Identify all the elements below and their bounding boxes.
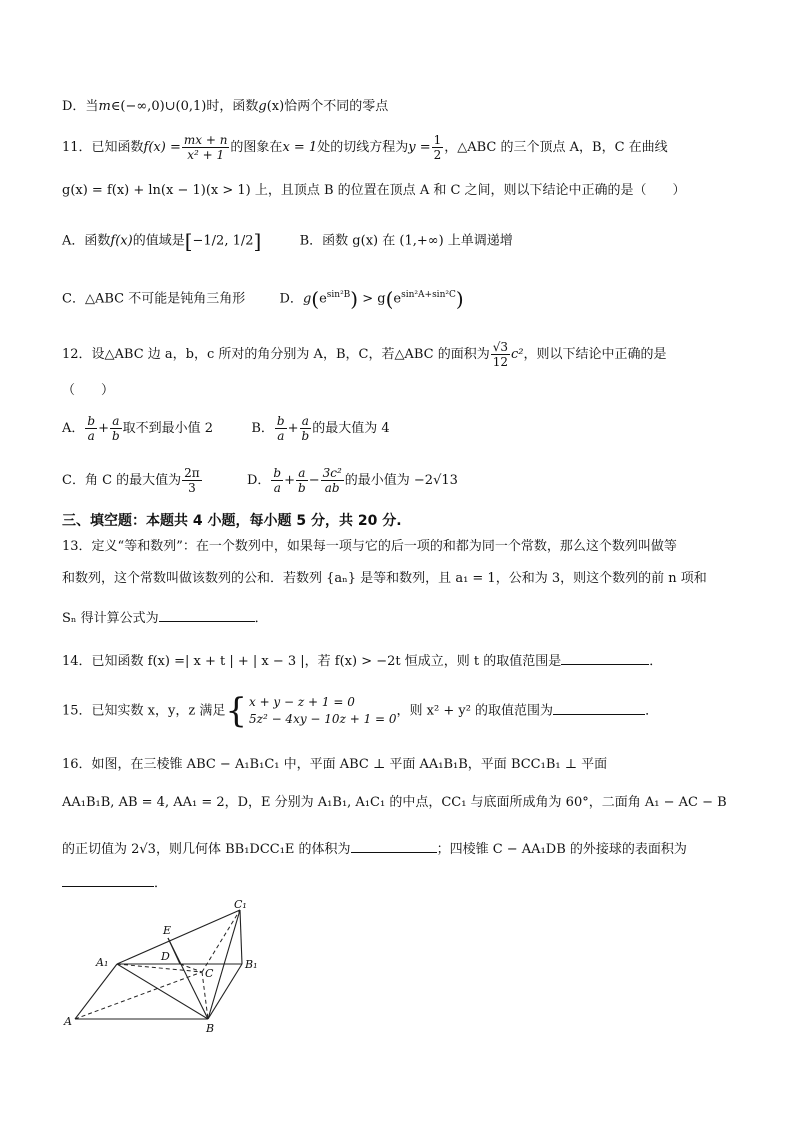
text: 的最大值为 4: [312, 421, 390, 436]
text: 处的切线方程为: [317, 140, 409, 155]
q12-stem: 12．设△ABC 边 a，b，c 所对的角分别为 A，B，C，若△ABC 的面积为: [62, 347, 490, 362]
brace: {: [225, 691, 247, 731]
edge-b1c1: [240, 910, 242, 964]
label-c1: C₁: [234, 900, 247, 911]
denominator: a: [273, 481, 281, 495]
x-eq: x = 1: [282, 140, 318, 155]
label-c: C: [205, 967, 214, 980]
c-squared: c²: [510, 347, 524, 362]
denominator: b: [301, 429, 310, 443]
q16-line1: 16．如图，在三棱锥 ABC − A₁B₁C₁ 中，平面 ABC ⊥ 平面 AA₁B₁B，平面 BCC₁B₁ ⊥ 平面: [62, 757, 608, 772]
text: ．: [254, 611, 268, 626]
denominator: ab: [324, 481, 340, 495]
var-g: g: [258, 99, 267, 114]
hidden-ac: [75, 972, 202, 1019]
fx: f(x): [110, 233, 133, 249]
answer-blank[interactable]: [62, 874, 154, 887]
label-a1: A₁: [96, 956, 109, 969]
e: e: [319, 291, 327, 307]
label-d: D: [161, 950, 170, 963]
fraction-half: [432, 133, 444, 162]
paren: ): [455, 286, 464, 311]
text: ．: [649, 654, 663, 669]
fraction: [321, 466, 344, 495]
option-a-label: A．函数: [62, 233, 111, 249]
plus: +: [284, 473, 296, 488]
text: > g: [362, 291, 386, 307]
edge-a1c1: [117, 910, 240, 964]
option-c: C．△ABC 不可能是钝角三角形: [62, 291, 246, 307]
q10-option-d: [62, 98, 388, 116]
q16-line4: [62, 874, 167, 893]
q14-stem: 14．已知函数 f(x) =| x + t | + | x − 3 |，若 f(x) > −2t 恒成立，则 t 的取值范围是: [62, 654, 562, 669]
y-eq: y =: [408, 140, 431, 155]
option-label: D．当: [62, 99, 99, 114]
label-a: A: [64, 1015, 72, 1028]
interval: ∈(−∞,0)∪(0,1): [110, 99, 207, 114]
fraction: [110, 414, 122, 443]
hidden-cc1: [202, 910, 240, 972]
option-c: C．角 C 的最大值为: [62, 473, 182, 488]
numerator: 1: [433, 133, 442, 147]
denominator: a: [277, 429, 285, 443]
fx: f(x) =: [143, 140, 181, 155]
minus: −: [308, 473, 320, 488]
q13-line3: [62, 609, 268, 628]
numerator: 2π: [184, 466, 200, 480]
q15: [62, 691, 659, 731]
paren: ): [350, 286, 359, 311]
fraction: [85, 414, 97, 443]
denominator: b: [298, 481, 306, 495]
numerator: 3c²: [322, 466, 342, 480]
text: ，△ABC 的三个顶点 A，B，C 在曲线: [444, 140, 668, 155]
option-d-label: D．: [279, 291, 303, 307]
denominator: a: [87, 429, 95, 443]
fraction: [300, 414, 312, 443]
text: 的图象在: [230, 140, 283, 155]
answer-blank[interactable]: [561, 652, 649, 665]
denominator: 3: [188, 481, 196, 495]
option-d-label: D．: [246, 473, 271, 488]
numerator: √3: [492, 340, 508, 354]
text: Sₙ 得计算公式为: [62, 611, 159, 626]
range: −1/2, 1/2: [192, 233, 254, 249]
text: 的最小值为 −2√13: [344, 473, 458, 488]
q15-stem: 15．已知实数 x，y，z 满足: [62, 703, 226, 719]
plus: +: [98, 421, 109, 436]
fraction: [182, 466, 202, 495]
answer-blank[interactable]: [159, 609, 255, 622]
q16-line2: AA₁B₁B, AB = 4, AA₁ = 2，D，E 分别为 A₁B₁, A₁C₁ 的中点，CC₁ 与底面所成角为 60°，二面角 A₁ − AC − B: [62, 795, 727, 810]
fraction: [275, 414, 287, 443]
exponent: sin²B: [326, 290, 351, 300]
q14: [62, 652, 662, 671]
text: ，则以下结论中正确的是: [523, 347, 667, 362]
q12-paren: （ ）: [62, 383, 115, 398]
label-b: B: [206, 1022, 215, 1035]
q16-line3: [62, 840, 687, 859]
option-b: B．函数 g(x) 在 (1,+∞) 上单调递增: [299, 233, 513, 249]
exponent: sin²A+sin²C: [401, 290, 456, 300]
left-bracket: [: [184, 229, 193, 253]
equation-1: x + y − z + 1 = 0: [248, 695, 355, 709]
label-e: E: [163, 924, 172, 937]
hidden-a1c: [117, 964, 202, 972]
text: ；四棱锥 C − AA₁DB 的外接球的表面积为: [436, 842, 687, 857]
option-b-label: B．: [251, 421, 274, 436]
text: ．: [154, 876, 168, 891]
plus: +: [287, 421, 299, 436]
fraction: [271, 466, 283, 495]
q13-line1: 13．定义“等和数列”：在一个数列中，如果每一项与它的后一项的和都为同一个常数，那么这个数列叫做等: [62, 539, 677, 554]
label-b1: B₁: [245, 958, 258, 971]
numerator: a: [296, 466, 308, 481]
q11-line2: g(x) = f(x) + ln(x − 1)(x > 1) 上，且顶点 B 的位置在顶点 A 和 C 之间，则以下结论中正确的是（ ）: [62, 183, 686, 198]
text: ，则 x² + y² 的取值范围为: [396, 703, 554, 719]
q12-line1: [62, 340, 667, 369]
g: g: [302, 291, 312, 307]
text: 的值域是: [132, 233, 185, 249]
denominator: 12: [492, 355, 508, 369]
numerator: a: [110, 414, 122, 429]
paren: (: [311, 286, 320, 311]
fraction: [182, 133, 230, 162]
denominator: x² + 1: [187, 148, 225, 162]
numerator: mx + n: [183, 133, 228, 147]
e: e: [393, 291, 402, 307]
section-heading: 三、填空题：本题共 4 小题，每小题 5 分，共 20 分.: [62, 513, 402, 529]
text: ．: [645, 703, 659, 719]
answer-blank[interactable]: [553, 702, 645, 715]
q12-options-ab: [62, 414, 390, 443]
arg-x: (x): [266, 99, 285, 114]
q11-line1: [62, 133, 668, 162]
numerator: a: [300, 414, 312, 429]
fraction: [491, 340, 510, 369]
q11-options-ab: [62, 229, 513, 253]
equation-2: 5z² − 4xy − 10z + 1 = 0: [248, 712, 397, 726]
option-a-label: A．: [62, 421, 85, 436]
text: 的正切值为 2√3，则几何体 BB₁DCC₁E 的体积为: [62, 842, 351, 857]
fraction: [296, 466, 308, 495]
denominator: b: [111, 429, 120, 443]
var-m: m: [98, 99, 111, 114]
prism-figure: [60, 900, 280, 1035]
denominator: 2: [433, 148, 442, 162]
q11-stem: 11．已知函数: [62, 140, 144, 155]
numerator: b: [276, 414, 285, 428]
numerator: b: [273, 466, 282, 480]
text: 时，函数: [206, 99, 259, 114]
answer-blank[interactable]: [351, 840, 437, 853]
text: 取不到最小值 2: [122, 421, 214, 436]
q11-options-cd: [62, 286, 464, 311]
q13-line2: 和数列，这个常数叫做该数列的公和．若数列 {aₙ} 是等和数列，且 a₁ = 1，公和为 3，则这个数列的前 n 项和: [62, 571, 707, 586]
right-bracket: ]: [253, 229, 262, 253]
q12-options-cd: [62, 466, 458, 495]
paren: (: [385, 286, 394, 311]
numerator: b: [87, 414, 96, 428]
equation-system: [225, 691, 397, 731]
text: 恰两个不同的零点: [284, 99, 389, 114]
